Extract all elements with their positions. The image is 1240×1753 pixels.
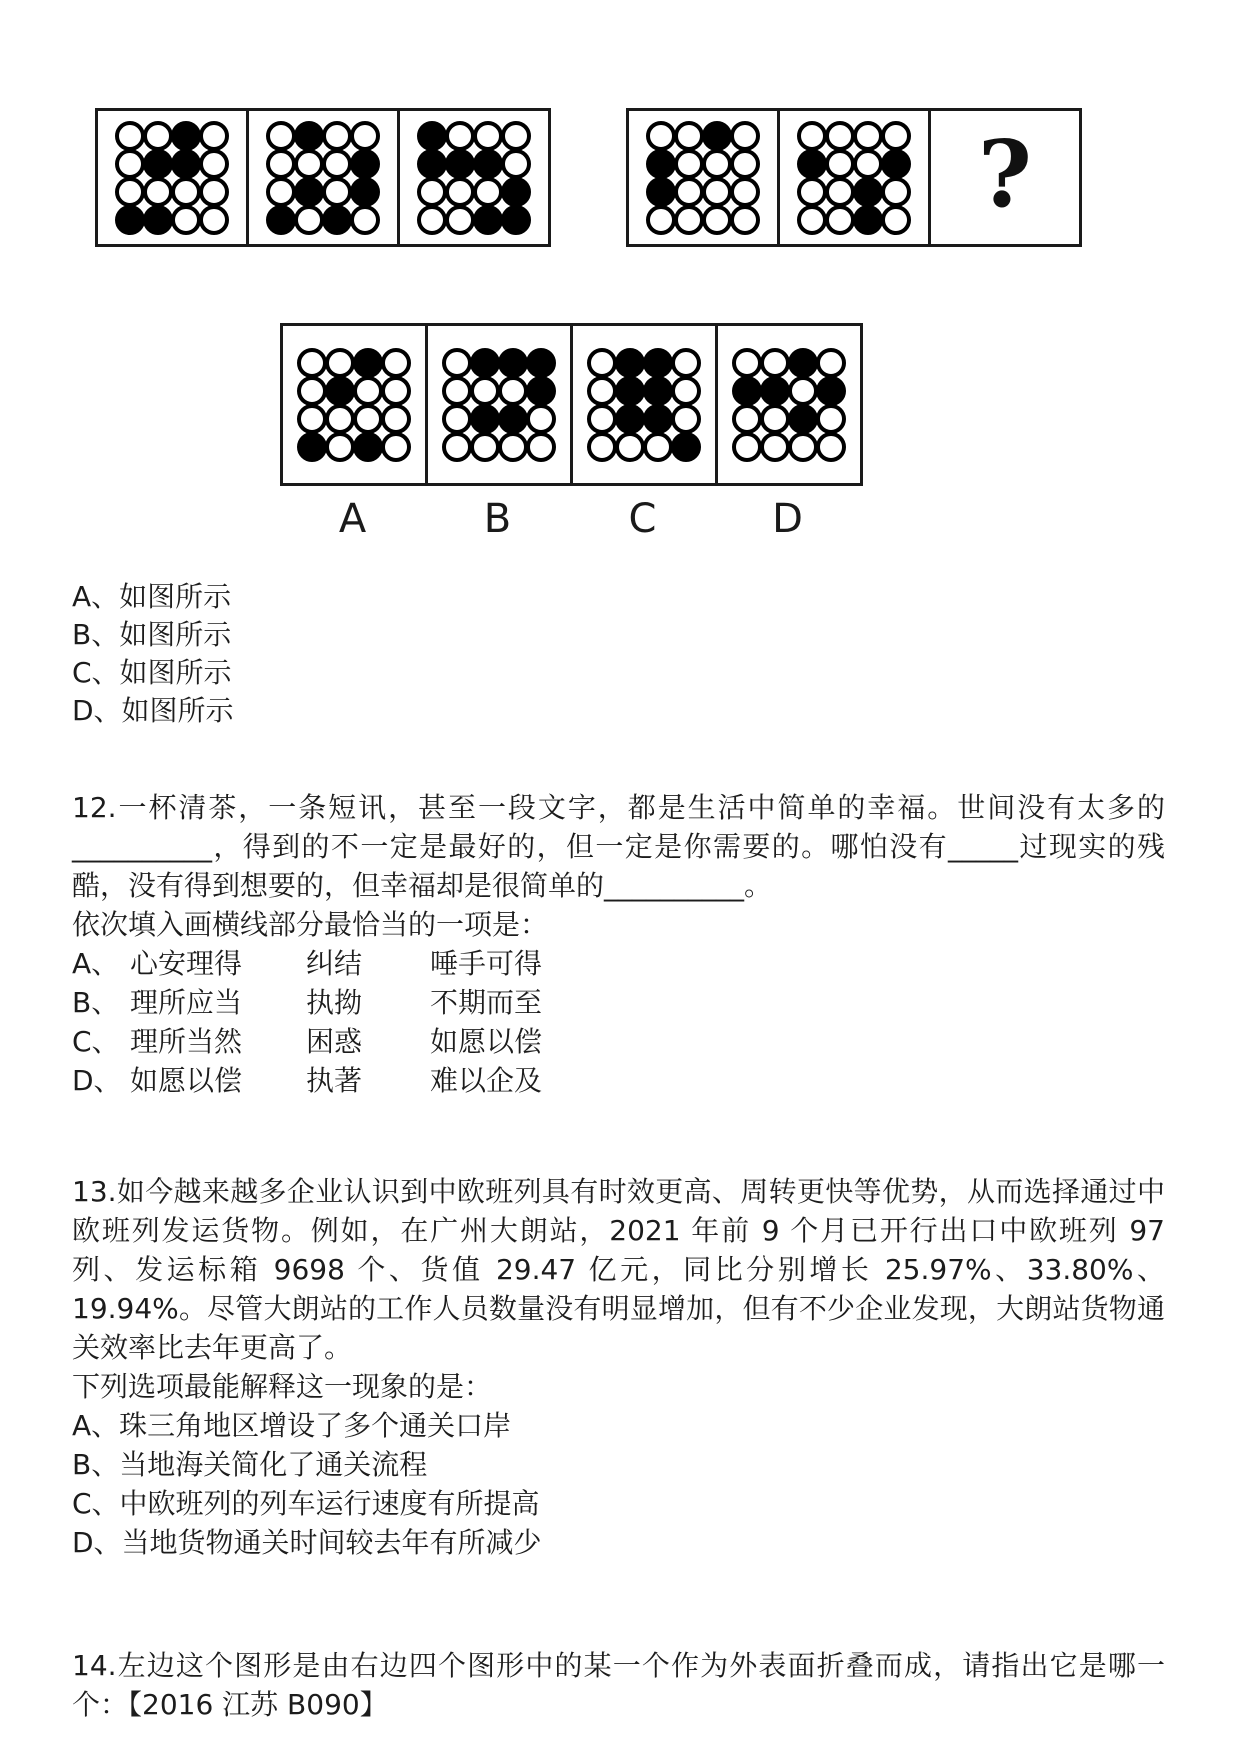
white-circle [350, 205, 380, 235]
question-13 [72, 1172, 1165, 1562]
black-circle [470, 404, 500, 434]
black-circle [417, 149, 447, 179]
white-circle [325, 404, 355, 434]
white-circle [381, 432, 411, 462]
black-circle [445, 149, 475, 179]
puzzle-cell-5 [780, 111, 931, 244]
white-circle [442, 376, 472, 406]
white-circle [730, 149, 760, 179]
white-circle [587, 376, 617, 406]
question-14 [72, 1646, 1165, 1724]
white-circle [470, 432, 500, 462]
puzzle-group-right [626, 108, 1082, 247]
white-circle [115, 149, 145, 179]
dot-grid [647, 122, 759, 234]
white-circle [353, 376, 383, 406]
question-12 [72, 788, 1165, 1100]
white-circle [732, 432, 762, 462]
black-circle [526, 376, 556, 406]
white-circle [674, 121, 704, 151]
option-word-2: 困惑 [306, 1025, 363, 1058]
white-circle [381, 404, 411, 434]
black-circle [294, 177, 324, 207]
answer-cell-b [428, 326, 573, 483]
white-circle [881, 177, 911, 207]
white-circle [143, 121, 173, 151]
white-circle [788, 376, 818, 406]
white-circle [266, 121, 296, 151]
black-circle [788, 348, 818, 378]
white-circle [442, 348, 472, 378]
white-circle [199, 205, 229, 235]
option-label: A、 [72, 947, 120, 980]
white-circle [322, 177, 352, 207]
black-circle [470, 348, 500, 378]
white-circle [788, 432, 818, 462]
white-circle [350, 121, 380, 151]
question-13-option-c: C、中欧班列的列车运行速度有所提高 [72, 1487, 540, 1520]
white-circle [674, 177, 704, 207]
dot-grid [116, 122, 228, 234]
black-circle [498, 404, 528, 434]
option-label: B、 [72, 986, 120, 1019]
white-circle [171, 177, 201, 207]
white-circle [445, 177, 475, 207]
question-mark: ? [978, 119, 1032, 228]
white-circle [797, 177, 827, 207]
white-circle [825, 177, 855, 207]
white-circle [294, 205, 324, 235]
black-circle [732, 376, 762, 406]
answer-letter-c: C [628, 496, 657, 542]
puzzle-sequence-row [0, 0, 1240, 247]
puzzle-cell-2 [249, 111, 400, 244]
white-circle [325, 348, 355, 378]
black-circle [816, 376, 846, 406]
option-word-1: 理所当然 [130, 1025, 243, 1058]
white-circle [816, 404, 846, 434]
white-circle [732, 404, 762, 434]
white-circle [473, 121, 503, 151]
white-circle [526, 404, 556, 434]
white-circle [381, 376, 411, 406]
black-circle [171, 121, 201, 151]
black-circle [853, 177, 883, 207]
white-circle [797, 121, 827, 151]
black-circle [788, 404, 818, 434]
white-circle [825, 205, 855, 235]
answer-cell-c [573, 326, 718, 483]
option-word-1: 如愿以偿 [130, 1064, 243, 1097]
white-circle [730, 177, 760, 207]
white-circle [816, 348, 846, 378]
white-circle [760, 348, 790, 378]
white-circle [381, 348, 411, 378]
black-circle [643, 376, 673, 406]
white-circle [325, 432, 355, 462]
white-circle [825, 121, 855, 151]
question-13-prompt: 下列选项最能解释这一现象的是： [72, 1370, 493, 1403]
white-circle [297, 404, 327, 434]
dot-grid [267, 122, 379, 234]
black-circle [760, 376, 790, 406]
white-circle [797, 205, 827, 235]
question-12-option-d [72, 1061, 1165, 1100]
white-circle [501, 149, 531, 179]
dot-grid [733, 349, 845, 461]
white-circle [587, 348, 617, 378]
question-13-option-d: D、当地货物通关时间较去年有所减少 [72, 1526, 542, 1559]
black-circle [266, 205, 296, 235]
black-circle [353, 348, 383, 378]
option-word-3: 唾手可得 [430, 947, 543, 980]
white-circle [297, 376, 327, 406]
white-circle [199, 121, 229, 151]
black-circle [297, 432, 327, 462]
option-word-3: 不期而至 [430, 986, 543, 1019]
white-circle [730, 205, 760, 235]
white-circle [760, 404, 790, 434]
question-12-option-c [72, 1022, 1165, 1061]
white-circle [646, 121, 676, 151]
puzzle-cell-question [931, 111, 1079, 244]
option-d-text: D、如图所示 [72, 694, 234, 727]
black-circle [143, 149, 173, 179]
option-word-1: 心安理得 [130, 947, 243, 980]
black-circle [143, 205, 173, 235]
white-circle [881, 121, 911, 151]
white-circle [143, 177, 173, 207]
white-circle [674, 205, 704, 235]
white-circle [760, 432, 790, 462]
white-circle [702, 177, 732, 207]
white-circle [853, 121, 883, 151]
puzzle-cell-4 [629, 111, 780, 244]
black-circle [643, 404, 673, 434]
black-circle [797, 149, 827, 179]
white-circle [825, 149, 855, 179]
white-circle [294, 149, 324, 179]
puzzle-group-left [95, 108, 551, 247]
answer-options-row [280, 323, 863, 486]
white-circle [417, 205, 447, 235]
option-word-3: 如愿以偿 [430, 1025, 543, 1058]
question-12-option-a [72, 944, 1165, 983]
white-circle [266, 177, 296, 207]
white-circle [266, 149, 296, 179]
white-circle [646, 205, 676, 235]
white-circle [115, 121, 145, 151]
option-word-1: 理所应当 [130, 986, 243, 1019]
option-word-3: 难以企及 [430, 1064, 543, 1097]
question-14-stem: 14.左边这个图形是由右边四个图形中的某一个作为外表面折叠而成，请指出它是哪一个：【2016 江苏 B090】 [72, 1649, 1165, 1721]
white-circle [702, 205, 732, 235]
black-circle [881, 149, 911, 179]
white-circle [730, 121, 760, 151]
dot-grid [418, 122, 530, 234]
white-circle [671, 404, 701, 434]
white-circle [498, 432, 528, 462]
black-circle [671, 432, 701, 462]
black-circle [473, 205, 503, 235]
question-13-option-b: B、当地海关简化了通关流程 [72, 1448, 428, 1481]
white-circle [702, 149, 732, 179]
white-circle [674, 149, 704, 179]
option-a-text: A、如图所示 [72, 580, 232, 613]
answer-letter-a: A [338, 496, 367, 542]
dot-grid [798, 122, 910, 234]
question-12-stem: 12.一杯清茶，一条短讯，甚至一段文字，都是生活中简单的幸福。世间没有太多的__________，得到的不一定是最好的，但一定是你需要的。哪怕没有_____过现实的残酷，没有得到想要的，但幸福却是很简单的__________。 [72, 791, 1165, 902]
black-circle [615, 404, 645, 434]
black-circle [702, 121, 732, 151]
black-circle [526, 348, 556, 378]
option-label: C、 [72, 1025, 120, 1058]
black-circle [615, 348, 645, 378]
white-circle [473, 177, 503, 207]
option-word-2: 纠结 [306, 947, 363, 980]
black-circle [643, 348, 673, 378]
answer-cell-d [718, 326, 860, 483]
white-circle [501, 121, 531, 151]
option-word-2: 执拗 [306, 986, 363, 1019]
white-circle [498, 376, 528, 406]
white-circle [881, 205, 911, 235]
white-circle [322, 121, 352, 151]
option-word-2: 执著 [306, 1064, 363, 1097]
puzzle-cell-3 [400, 111, 548, 244]
white-circle [445, 205, 475, 235]
black-circle [325, 376, 355, 406]
black-circle [646, 177, 676, 207]
black-circle [473, 149, 503, 179]
black-circle [115, 205, 145, 235]
white-circle [322, 149, 352, 179]
option-c-text: C、如图所示 [72, 656, 232, 689]
white-circle [297, 348, 327, 378]
white-circle [671, 348, 701, 378]
white-circle [587, 432, 617, 462]
white-circle [853, 149, 883, 179]
white-circle [171, 205, 201, 235]
white-circle [470, 376, 500, 406]
black-circle [350, 149, 380, 179]
white-circle [615, 432, 645, 462]
black-circle [853, 205, 883, 235]
dot-grid [588, 349, 700, 461]
black-circle [171, 149, 201, 179]
white-circle [417, 177, 447, 207]
white-circle [816, 432, 846, 462]
white-circle [587, 404, 617, 434]
question-12-option-b [72, 983, 1165, 1022]
black-circle [501, 205, 531, 235]
white-circle [526, 432, 556, 462]
black-circle [615, 376, 645, 406]
question-13-option-a: A、珠三角地区增设了多个通关口岸 [72, 1409, 512, 1442]
white-circle [442, 432, 472, 462]
white-circle [643, 432, 673, 462]
white-circle [445, 121, 475, 151]
dot-grid [443, 349, 555, 461]
black-circle [417, 121, 447, 151]
answer-letter-b: B [483, 496, 512, 542]
option-b-text: B、如图所示 [72, 618, 232, 651]
white-circle [671, 376, 701, 406]
dot-grid [298, 349, 410, 461]
white-circle [199, 177, 229, 207]
black-circle [350, 177, 380, 207]
black-circle [294, 121, 324, 151]
white-circle [732, 348, 762, 378]
white-circle [199, 149, 229, 179]
option-label: D、 [72, 1064, 122, 1097]
question-12-prompt: 依次填入画横线部分最恰当的一项是： [72, 908, 549, 941]
black-circle [498, 348, 528, 378]
black-circle [646, 149, 676, 179]
answer-letter-d: D [772, 496, 803, 542]
question-13-stem: 13.如今越来越多企业认识到中欧班列具有时效更高、周转更快等优势，从而选择通过中欧班列发运货物。例如，在广州大朗站，2021 年前 9 个月已开行出口中欧班列 97 列、发运标箱 9698 个、货值 29.47 亿元，同比分别增长 25.97%、33.80%、19.94%。尽管大朗站的工作人员数量没有明显增加，但有不少企业发现，大朗站货物通关效率比去年更高了。 [72, 1175, 1165, 1364]
black-circle [353, 432, 383, 462]
figure-text-options [72, 578, 1168, 730]
answer-letters-row [280, 496, 866, 542]
black-circle [322, 205, 352, 235]
puzzle-cell-1 [98, 111, 249, 244]
white-circle [442, 404, 472, 434]
white-circle [115, 177, 145, 207]
answer-cell-a [283, 326, 428, 483]
white-circle [353, 404, 383, 434]
black-circle [501, 177, 531, 207]
